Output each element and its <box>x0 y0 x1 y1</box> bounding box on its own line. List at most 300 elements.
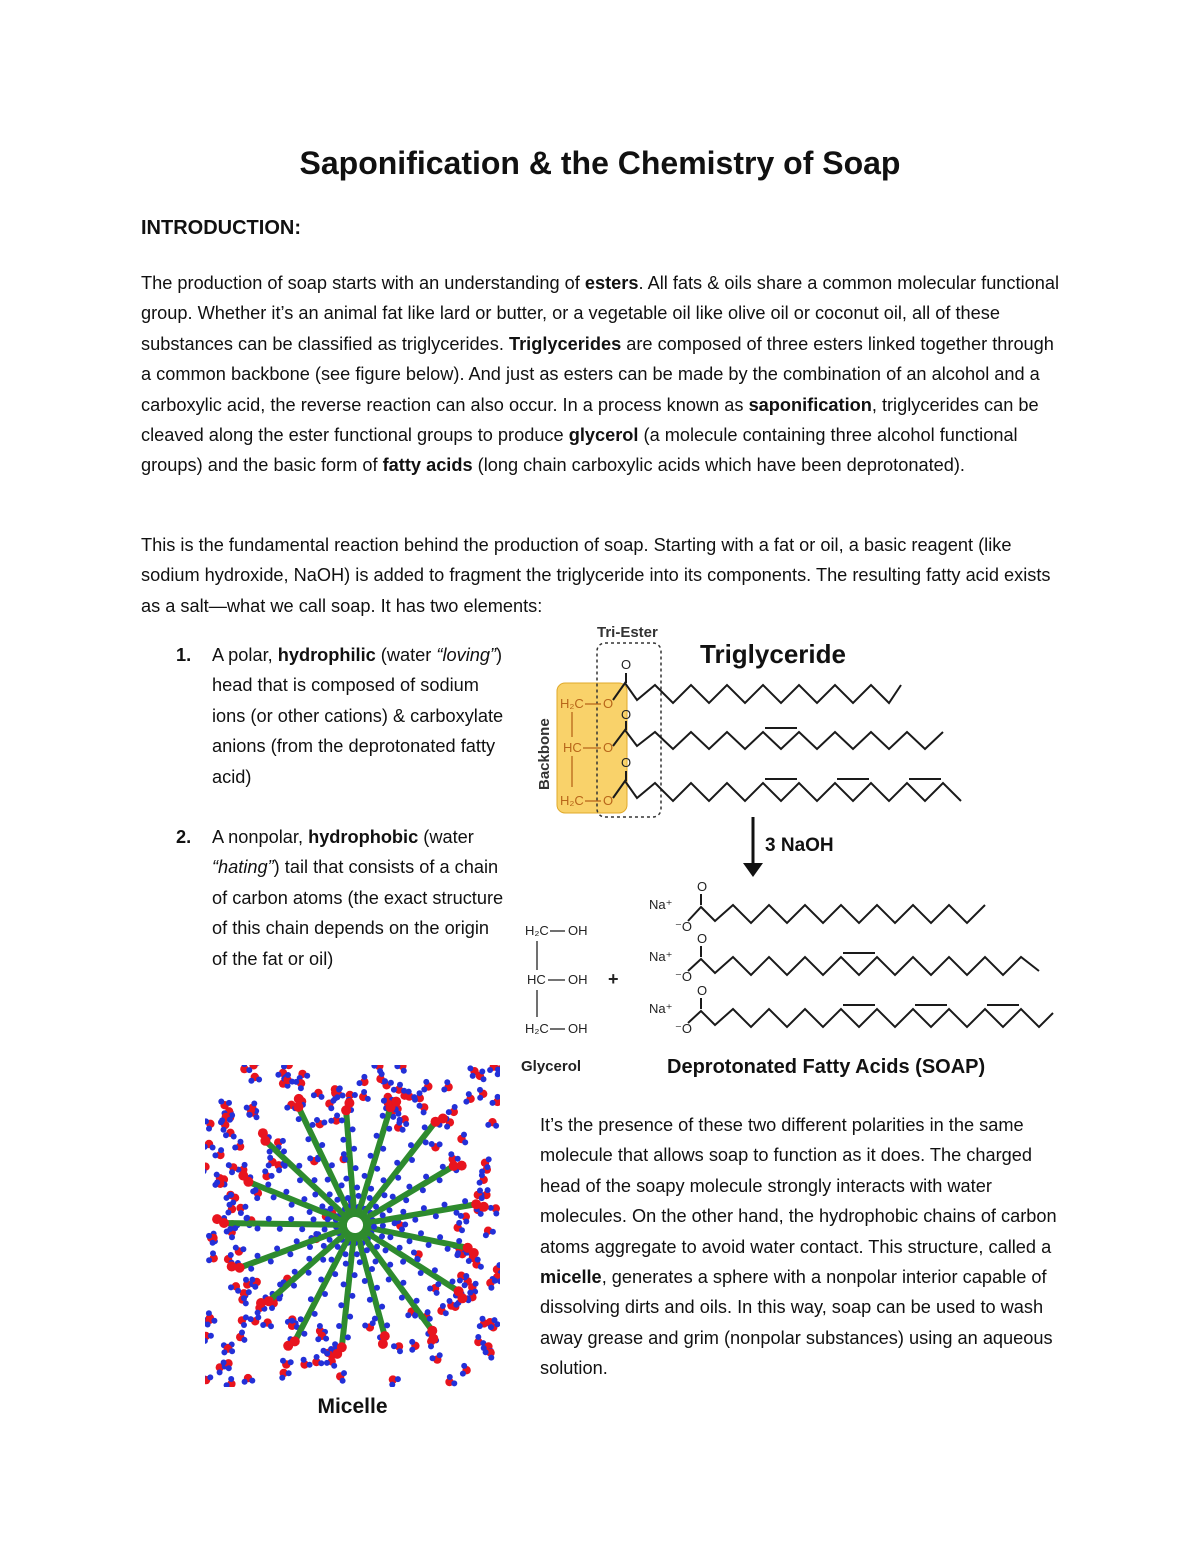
tail-hydrogen <box>322 1291 328 1297</box>
head-group <box>227 1262 237 1272</box>
tail-hydrogen <box>292 1269 298 1275</box>
water-hydrogen <box>328 1105 334 1111</box>
tail-hydrogen <box>347 1314 353 1320</box>
water-hydrogen <box>244 1105 250 1111</box>
water-hydrogen <box>221 1360 227 1366</box>
water-hydrogen <box>341 1151 347 1157</box>
list-number: 1. <box>176 645 192 665</box>
water-hydrogen <box>488 1285 494 1291</box>
tail-hydrogen <box>267 1149 273 1155</box>
tail-hydrogen <box>306 1270 312 1276</box>
tail-hydrogen <box>328 1206 334 1212</box>
tail-hydrogen <box>456 1238 462 1244</box>
water-hydrogen <box>362 1323 368 1329</box>
tail-hydrogen <box>433 1213 439 1219</box>
tail-hydrogen <box>380 1212 386 1218</box>
tail-hydrogen <box>450 1279 456 1285</box>
water-hydrogen <box>486 1156 492 1162</box>
water-hydrogen <box>477 1188 483 1194</box>
water-hydrogen <box>485 1164 491 1170</box>
svg-text:O: O <box>697 879 708 894</box>
water-hydrogen <box>481 1076 487 1082</box>
water-hydrogen <box>455 1156 461 1162</box>
backbone-label: Backbone <box>536 718 553 790</box>
water-hydrogen <box>275 1072 281 1078</box>
water-hydrogen <box>466 1091 472 1097</box>
water-hydrogen <box>334 1113 340 1119</box>
water-hydrogen <box>488 1205 494 1211</box>
water-hydrogen <box>206 1126 212 1132</box>
water-hydrogen <box>411 1250 417 1256</box>
tail-hydrogen <box>345 1195 351 1201</box>
tail-hydrogen <box>325 1216 331 1222</box>
water-hydrogen <box>228 1284 234 1290</box>
water-hydrogen <box>477 1095 483 1101</box>
tail-hydrogen <box>338 1302 344 1308</box>
tail-hydrogen <box>369 1266 375 1272</box>
head-group <box>428 1334 438 1344</box>
water-hydrogen <box>485 1122 491 1128</box>
water-hydrogen <box>241 1337 247 1343</box>
tail-hydrogen <box>268 1259 274 1265</box>
water-hydrogen <box>453 1302 459 1308</box>
water-hydrogen <box>307 1155 313 1161</box>
water-hydrogen <box>304 1073 310 1079</box>
tail-hydrogen <box>289 1202 295 1208</box>
tail-hydrogen <box>276 1296 282 1302</box>
tail-hydrogen <box>248 1266 254 1272</box>
water-hydrogen <box>223 1132 229 1138</box>
tail-hydrogen <box>253 1187 259 1193</box>
water-hydrogen <box>267 1155 273 1161</box>
intro-paragraph-1: The production of soap starts with an understanding of esters. All fats & oils share a common molecular functional group. Whether it’s an animal fat like lard or butter, or a vegetable oil like olive oil or coconut oil, all of these substances can be classified as triglycerides. Triglycerides are composed of three esters linked together through a common backbone (see figure below). And just as esters can be made by the combination of an alcohol and a carboxylic acid, the reverse reaction can also occur. In a process known as saponification, triglycerides can be cleaved along the ester functional groups to produce glycerol (a molecule containing three alcohol functional groups) and the basic form of fatty acids (long chain carboxylic acids which have been deprotonated). <box>141 273 1059 476</box>
water-hydrogen <box>231 1134 237 1140</box>
tail-hydrogen <box>384 1322 390 1328</box>
tail-hydrogen <box>374 1285 380 1291</box>
water-hydrogen <box>226 1162 232 1168</box>
water-hydrogen <box>492 1278 498 1284</box>
tail-hydrogen <box>371 1224 377 1230</box>
water-hydrogen <box>341 1370 347 1376</box>
water-hydrogen <box>421 1109 427 1115</box>
tail-hydrogen <box>277 1226 283 1232</box>
tail-hydrogen <box>422 1124 428 1130</box>
water-hydrogen <box>289 1079 295 1085</box>
water-hydrogen <box>455 1250 461 1256</box>
tail-hydrogen <box>364 1247 370 1253</box>
water-hydrogen <box>279 1375 285 1381</box>
water-hydrogen <box>227 1117 233 1123</box>
water-hydrogen <box>492 1317 498 1323</box>
svg-text:H₂C: H₂C <box>525 1021 549 1036</box>
svg-text:Na⁺: Na⁺ <box>649 1001 673 1016</box>
water-hydrogen <box>324 1351 330 1357</box>
water-hydrogen <box>470 1073 476 1079</box>
water-hydrogen <box>281 1065 287 1070</box>
head-group <box>378 1339 388 1349</box>
tail-hydrogen <box>354 1185 360 1191</box>
water-hydrogen <box>286 1370 292 1376</box>
tail-hydrogen <box>334 1197 340 1203</box>
water-hydrogen <box>225 1210 231 1216</box>
tail-hydrogen <box>372 1316 378 1322</box>
tail-hydrogen <box>319 1142 325 1148</box>
water-hydrogen <box>473 1281 479 1287</box>
water-hydrogen <box>229 1234 235 1240</box>
water-hydrogen <box>477 1323 483 1329</box>
svg-text:⁻O: ⁻O <box>675 919 692 934</box>
tail-hydrogen <box>322 1227 328 1233</box>
tail-hydrogen <box>394 1160 400 1166</box>
tail-hydrogen <box>350 1126 356 1132</box>
water-hydrogen <box>446 1109 452 1115</box>
section-heading: INTRODUCTION: <box>141 217 301 239</box>
water-hydrogen <box>246 1289 252 1295</box>
water-hydrogen <box>242 1204 248 1210</box>
tail-hydrogen <box>418 1270 424 1276</box>
water-hydrogen <box>487 1067 493 1073</box>
tail-hydrogen <box>343 1251 349 1257</box>
water-hydrogen <box>457 1278 463 1284</box>
water-hydrogen <box>280 1138 286 1144</box>
tail-hydrogen <box>368 1186 374 1192</box>
water-hydrogen <box>377 1068 383 1074</box>
head-group <box>391 1097 401 1107</box>
water-hydrogen <box>467 1065 473 1071</box>
svg-text:H₂C: H₂C <box>560 696 584 711</box>
tail-hydrogen <box>296 1163 302 1169</box>
water-hydrogen <box>242 1379 248 1385</box>
tail-hydrogen <box>386 1126 392 1132</box>
tail-hydrogen <box>332 1271 338 1277</box>
water-hydrogen <box>208 1333 214 1339</box>
tail-hydrogen <box>400 1259 406 1265</box>
water-hydrogen <box>447 1374 453 1380</box>
tail-hydrogen <box>301 1196 307 1202</box>
water-hydrogen <box>242 1162 248 1168</box>
tail-hydrogen <box>325 1177 331 1183</box>
head-group <box>469 1248 479 1258</box>
tail-hydrogen <box>232 1225 238 1231</box>
water-hydrogen <box>227 1202 233 1208</box>
tail-hydrogen <box>418 1230 424 1236</box>
tail-hydrogen <box>381 1177 387 1183</box>
water-hydrogen <box>262 1168 268 1174</box>
tail-hydrogen <box>462 1198 468 1204</box>
water-hydrogen <box>479 1069 485 1075</box>
water-hydrogen <box>405 1312 411 1318</box>
water-hydrogen <box>437 1141 443 1147</box>
tail-hydrogen <box>386 1277 392 1283</box>
water-hydrogen <box>444 1079 450 1085</box>
tail-hydrogen <box>380 1113 386 1119</box>
head-group <box>457 1161 467 1171</box>
tail-hydrogen <box>399 1226 405 1232</box>
head-group <box>238 1171 248 1181</box>
tail-hydrogen <box>282 1163 288 1169</box>
tail-hydrogen <box>271 1194 277 1200</box>
water-hydrogen <box>315 1336 321 1342</box>
tail-hydrogen <box>387 1207 393 1213</box>
tail-hydrogen <box>420 1187 426 1193</box>
tail-hydrogen <box>373 1259 379 1265</box>
water-hydrogen <box>462 1282 468 1288</box>
water-hydrogen <box>417 1103 423 1109</box>
water-hydrogen <box>247 1112 253 1118</box>
surfactant-tail <box>346 1110 354 1217</box>
tail-hydrogen <box>255 1226 261 1232</box>
water-hydrogen <box>317 1323 323 1329</box>
tail-hydrogen <box>318 1277 324 1283</box>
water-hydrogen <box>246 1067 252 1073</box>
tail-hydrogen <box>299 1226 305 1232</box>
water-hydrogen <box>478 1211 484 1217</box>
water-hydrogen <box>352 1092 358 1098</box>
water-hydrogen <box>430 1355 436 1361</box>
tail-hydrogen <box>407 1238 413 1244</box>
saponification-figure <box>505 615 1065 1090</box>
tail-hydrogen <box>387 1262 393 1268</box>
tail-hydrogen <box>301 1331 307 1337</box>
svg-text:Na⁺: Na⁺ <box>649 949 673 964</box>
water-hydrogen <box>485 1187 491 1193</box>
water-hydrogen <box>397 1082 403 1088</box>
water-hydrogen <box>428 1343 434 1349</box>
micelle-paragraph: It’s the presence of these two different polarities in the same molecule that allows soap to function as it does. The charged head of the soapy molecule strongly interacts with water molecules. On the other hand, the hydrophobic chains of carbon atoms aggregate to avoid water contact. This structure, called a micelle, generates a sphere with a nonpolar interior capable of dissolving dirts and oils. In this way, soap can be used to wash away grease and grim (nonpolar substances) using an aqueous solution. <box>540 1115 1057 1379</box>
water-hydrogen <box>365 1096 371 1102</box>
tail-hydrogen <box>374 1166 380 1172</box>
water-hydrogen <box>260 1322 266 1328</box>
svg-text:HC: HC <box>563 740 582 755</box>
svg-text:O: O <box>697 983 708 998</box>
water-hydrogen <box>217 1369 223 1375</box>
head-group <box>256 1298 266 1308</box>
water-hydrogen <box>483 1349 489 1355</box>
tail-hydrogen <box>423 1174 429 1180</box>
svg-text:⁻O: ⁻O <box>675 1021 692 1036</box>
water-hydrogen <box>221 1127 227 1133</box>
tail-hydrogen <box>288 1216 294 1222</box>
water-hydrogen <box>238 1210 244 1216</box>
water-hydrogen <box>406 1089 412 1095</box>
water-hydrogen <box>314 1354 320 1360</box>
soap-chain-3 <box>688 1009 1053 1027</box>
water-hydrogen <box>314 1117 320 1123</box>
tail-hydrogen <box>362 1173 368 1179</box>
head-group <box>344 1098 354 1108</box>
water-hydrogen <box>221 1349 227 1355</box>
tail-hydrogen <box>383 1247 389 1253</box>
tail-hydrogen <box>312 1192 318 1198</box>
water-hydrogen <box>249 1378 255 1384</box>
svg-text:OH: OH <box>568 1021 588 1036</box>
head-group <box>283 1341 293 1351</box>
page-title: Saponification & the Chemistry of Soap <box>299 145 901 181</box>
water-hydrogen <box>266 1162 272 1168</box>
water-hydrogen <box>396 1120 402 1126</box>
water-hydrogen <box>448 1151 454 1157</box>
tail-hydrogen <box>397 1245 403 1251</box>
svg-text:O: O <box>603 793 614 808</box>
head-group <box>457 1293 467 1303</box>
soap-elements-list <box>141 640 506 974</box>
water-hydrogen <box>479 1172 485 1178</box>
svg-text:O: O <box>621 657 632 672</box>
tail-hydrogen <box>283 1189 289 1195</box>
tail-hydrogen <box>368 1153 374 1159</box>
water-hydrogen <box>210 1240 216 1246</box>
water-hydrogen <box>232 1145 238 1151</box>
water-hydrogen <box>214 1172 220 1178</box>
water-hydrogen <box>243 1300 249 1306</box>
water-hydrogen <box>249 1277 255 1283</box>
water-hydrogen <box>311 1092 317 1098</box>
tail-hydrogen <box>343 1261 349 1267</box>
fatty-chain-2 <box>613 730 943 749</box>
water-hydrogen <box>238 1139 244 1145</box>
tail-hydrogen <box>435 1281 441 1287</box>
tail-hydrogen <box>335 1244 341 1250</box>
water-hydrogen <box>441 1087 447 1093</box>
water-hydrogen <box>334 1094 340 1100</box>
water-hydrogen <box>251 1101 257 1107</box>
fatty-chain-1 <box>613 683 901 703</box>
tail-hydrogen <box>437 1234 443 1240</box>
tail-hydrogen <box>296 1116 302 1122</box>
water-hydrogen <box>434 1290 440 1296</box>
head-group <box>212 1214 222 1224</box>
tail-hydrogen <box>307 1244 313 1250</box>
head-group <box>294 1094 304 1104</box>
water-hydrogen <box>451 1380 457 1386</box>
water-hydrogen <box>210 1250 216 1256</box>
water-hydrogen <box>318 1360 324 1366</box>
tail-hydrogen <box>341 1281 347 1287</box>
tail-hydrogen <box>308 1296 314 1302</box>
water-hydrogen <box>228 1252 234 1258</box>
water-hydrogen <box>478 1264 484 1270</box>
water-hydrogen <box>340 1378 346 1384</box>
water-hydrogen <box>331 1363 337 1369</box>
svg-text:O: O <box>603 740 614 755</box>
tail-hydrogen <box>345 1334 351 1340</box>
water-hydrogen <box>288 1359 294 1365</box>
svg-text:HC: HC <box>527 972 546 987</box>
water-hydrogen <box>483 1232 489 1238</box>
water-hydrogen <box>226 1365 232 1371</box>
svg-text:O: O <box>697 931 708 946</box>
tail-hydrogen <box>367 1195 373 1201</box>
tail-hydrogen <box>421 1205 427 1211</box>
tail-hydrogen <box>379 1233 385 1239</box>
water-hydrogen <box>488 1355 494 1361</box>
tail-hydrogen <box>307 1209 313 1215</box>
svg-text:Na⁺: Na⁺ <box>649 897 673 912</box>
tail-hydrogen <box>294 1238 300 1244</box>
water-hydrogen <box>461 1363 467 1369</box>
reagent-label: 3 NaOH <box>765 835 834 856</box>
water-hydrogen <box>382 1078 388 1084</box>
water-hydrogen <box>214 1179 220 1185</box>
tail-hydrogen <box>432 1267 438 1273</box>
water-hydrogen <box>218 1147 224 1153</box>
water-hydrogen <box>411 1094 417 1100</box>
water-hydrogen <box>226 1100 232 1106</box>
water-hydrogen <box>403 1121 409 1127</box>
tail-hydrogen <box>437 1177 443 1183</box>
water-hydrogen <box>409 1347 415 1353</box>
water-hydrogen <box>289 1318 295 1324</box>
tail-hydrogen <box>403 1197 409 1203</box>
water-hydrogen <box>228 1192 234 1198</box>
water-hydrogen <box>229 1169 235 1175</box>
tail-hydrogen <box>329 1257 335 1263</box>
tail-hydrogen <box>339 1117 345 1123</box>
tail-hydrogen <box>423 1139 429 1145</box>
tail-hydrogen <box>312 1311 318 1317</box>
tail-hydrogen <box>265 1182 271 1188</box>
svg-text:OH: OH <box>568 923 588 938</box>
water-hydrogen <box>241 1295 247 1301</box>
water-hydrogen <box>447 1298 453 1304</box>
water-hydrogen <box>321 1120 327 1126</box>
water-hydrogen <box>280 1358 286 1364</box>
tail-hydrogen <box>382 1192 388 1198</box>
head-group <box>332 1349 342 1359</box>
list-item: 2. A nonpolar, hydrophobic (water “hating”) tail that consists of a chain of carbon atoms (the exact structure of this chain depends on the origin of the fat or oil) <box>141 822 506 974</box>
water-hydrogen <box>268 1323 274 1329</box>
water-hydrogen <box>417 1090 423 1096</box>
tri-ester-label: Tri-Ester <box>597 624 658 641</box>
water-hydrogen <box>328 1118 334 1124</box>
micelle-caption: Micelle <box>317 1395 388 1418</box>
svg-text:H₂C: H₂C <box>560 793 584 808</box>
tail-hydrogen <box>379 1304 385 1310</box>
water-hydrogen <box>427 1286 433 1292</box>
tail-hydrogen <box>352 1272 358 1278</box>
water-hydrogen <box>254 1114 260 1120</box>
water-hydrogen <box>243 1277 249 1283</box>
tail-hydrogen <box>380 1146 386 1152</box>
water-hydrogen <box>452 1104 458 1110</box>
tail-hydrogen <box>339 1182 345 1188</box>
tail-hydrogen <box>266 1216 272 1222</box>
tail-hydrogen <box>305 1136 311 1142</box>
tail-hydrogen <box>321 1243 327 1249</box>
water-hydrogen <box>475 1334 481 1340</box>
water-hydrogen <box>429 1141 435 1147</box>
soap-label: Deprotonated Fatty Acids (SOAP) <box>667 1056 986 1078</box>
tail-hydrogen <box>336 1323 342 1329</box>
water-hydrogen <box>463 1219 469 1225</box>
water-hydrogen <box>206 1257 212 1263</box>
water-hydrogen <box>206 1233 212 1239</box>
water-hydrogen <box>467 1290 473 1296</box>
tail-hydrogen <box>445 1246 451 1252</box>
tail-hydrogen <box>387 1234 393 1240</box>
tail-hydrogen <box>440 1164 446 1170</box>
water-hydrogen <box>391 1087 397 1093</box>
tail-hydrogen <box>319 1203 325 1209</box>
list-item: 1. A polar, hydrophilic (water “loving”) head that is composed of sodium ions (or other cations) & carboxylate anions (from the deprotonated fatty acid) <box>141 640 506 792</box>
water-hydrogen <box>479 1195 485 1201</box>
water-hydrogen <box>301 1357 307 1363</box>
head-group <box>479 1202 489 1212</box>
tail-hydrogen <box>357 1259 363 1265</box>
water-hydrogen <box>228 1376 234 1382</box>
tail-hydrogen <box>315 1156 321 1162</box>
tail-hydrogen <box>327 1191 333 1197</box>
